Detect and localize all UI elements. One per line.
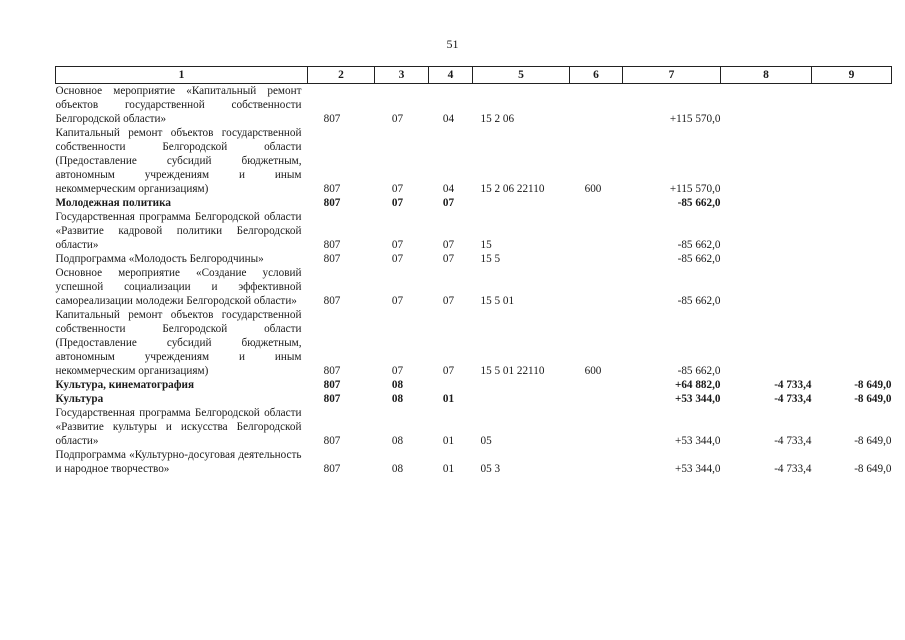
row-section-code: 807: [323, 239, 341, 251]
row-section-code: 807: [323, 435, 341, 447]
row-name: Культура, кинематография: [55, 379, 194, 391]
row-name: Подпрограмма «Культурно-досуговая деятельность и народное творчество»: [55, 449, 302, 475]
row-amount-2: [721, 196, 812, 210]
row-name: Молодежная политика: [55, 197, 171, 209]
row-subdivision-code: 01: [442, 463, 455, 475]
row-expense-type: [570, 378, 623, 392]
row-expense-type: [570, 84, 623, 127]
row-subdivision-code: 04: [442, 113, 455, 125]
row-subdivision-code: 07: [442, 197, 455, 209]
row-division-code: 08: [391, 435, 404, 447]
row-subdivision-code: 01: [442, 393, 455, 405]
row-amount-2: [721, 126, 812, 196]
header-row: [56, 67, 892, 84]
row-subdivision-code: 01: [442, 435, 455, 447]
row-amount-3: [812, 266, 892, 308]
header-col-2: 2: [308, 67, 375, 84]
row-amount-2: [721, 266, 812, 308]
row-section-code: 807: [323, 113, 341, 125]
row-division-code: 08: [391, 379, 404, 391]
row-division-code: 07: [391, 113, 404, 125]
table-row: [56, 406, 892, 448]
row-amount-3: [812, 126, 892, 196]
row-target-article: 05: [480, 435, 492, 447]
row-division-code: 07: [391, 183, 404, 195]
row-amount-3: [812, 84, 892, 127]
header-col-8: 8: [721, 67, 812, 84]
table-row: [56, 126, 892, 196]
row-division-code: 08: [391, 393, 404, 405]
row-target-article: 15 5: [480, 253, 501, 265]
row-subdivision-code: 07: [442, 239, 455, 251]
row-subdivision-code: 07: [442, 295, 455, 307]
row-amount-3: [812, 210, 892, 252]
row-amount-1: +115 570,0: [669, 183, 721, 195]
row-expense-type: [570, 196, 623, 210]
row-name: Основное мероприятие «Капитальный ремонт объектов государственной собственности Белгородской области»: [55, 85, 302, 125]
row-amount-3: [812, 308, 892, 378]
row-subdivision-code: [429, 378, 473, 392]
table-row: [56, 210, 892, 252]
row-target-article: [473, 392, 570, 406]
header-col-4: 4: [429, 67, 473, 84]
row-division-code: 07: [391, 253, 404, 265]
row-amount-1: +53 344,0: [674, 393, 721, 405]
row-name: Подпрограмма «Молодость Белгородчины»: [55, 253, 264, 265]
row-division-code: 07: [391, 295, 404, 307]
table-row: [56, 378, 892, 392]
row-target-article: [473, 196, 570, 210]
row-amount-2: [721, 308, 812, 378]
header-col-5: 5: [473, 67, 570, 84]
row-target-article: 15 5 01: [480, 295, 515, 307]
row-amount-1: -85 662,0: [677, 197, 721, 209]
row-amount-2: [721, 210, 812, 252]
row-division-code: 08: [391, 463, 404, 475]
table-row: [56, 196, 892, 210]
row-amount-2: -4 733,4: [774, 379, 812, 391]
row-amount-1: -85 662,0: [677, 295, 721, 307]
row-amount-2: -4 733,4: [774, 435, 812, 447]
row-amount-1: +64 882,0: [674, 379, 721, 391]
table-row: [56, 308, 892, 378]
row-expense-type: [570, 252, 623, 266]
header-col-6: 6: [570, 67, 623, 84]
row-division-code: 07: [391, 197, 404, 209]
table-body: [56, 84, 892, 477]
row-division-code: 07: [391, 365, 404, 377]
row-target-article: 05 3: [480, 463, 501, 475]
row-subdivision-code: 07: [442, 365, 455, 377]
row-name: Капитальный ремонт объектов государственной собственности Белгородской области (Предоставление субсидий бюджетным, автономным учреждениям и иным некоммерческим организациям): [55, 309, 302, 377]
row-section-code: 807: [323, 379, 341, 391]
row-subdivision-code: 04: [442, 183, 455, 195]
row-target-article: 15 5 01 22110: [480, 365, 545, 377]
row-name: Государственная программа Белгородской области «Развитие кадровой политики Белгородской области»: [55, 211, 302, 251]
row-division-code: 07: [391, 239, 404, 251]
row-amount-3: -8 649,0: [854, 435, 892, 447]
row-name: Основное мероприятие «Создание условий успешной социализации и эффективной самореализации молодежи Белгородской области»: [55, 267, 302, 307]
row-target-article: 15 2 06 22110: [480, 183, 545, 195]
row-name: Культура: [55, 393, 104, 405]
row-amount-2: [721, 84, 812, 127]
budget-table: [55, 66, 892, 476]
row-amount-2: -4 733,4: [774, 463, 812, 475]
row-section-code: 807: [323, 183, 341, 195]
row-amount-3: [812, 252, 892, 266]
row-section-code: 807: [323, 295, 341, 307]
row-section-code: 807: [323, 365, 341, 377]
row-amount-3: -8 649,0: [854, 393, 892, 405]
row-target-article: [473, 378, 570, 392]
header-col-9: 9: [812, 67, 892, 84]
row-target-article: 15 2 06: [480, 113, 515, 125]
row-expense-type: [570, 210, 623, 252]
table-row: [56, 392, 892, 406]
table-row: [56, 252, 892, 266]
header-col-3: 3: [375, 67, 429, 84]
table-row: [56, 448, 892, 476]
row-name: Государственная программа Белгородской области «Развитие культуры и искусства Белгородской области»: [55, 407, 302, 447]
row-expense-type: [570, 392, 623, 406]
row-expense-type: [570, 406, 623, 448]
header-col-1: 1: [56, 67, 308, 84]
row-amount-1: +115 570,0: [669, 113, 721, 125]
row-amount-2: [721, 252, 812, 266]
header-col-7: 7: [623, 67, 721, 84]
row-amount-3: -8 649,0: [854, 379, 892, 391]
row-expense-type: [570, 448, 623, 476]
page-number: 51: [446, 37, 459, 51]
row-expense-type: 600: [584, 183, 602, 195]
row-subdivision-code: 07: [442, 253, 455, 265]
row-amount-2: -4 733,4: [774, 393, 812, 405]
row-amount-1: +53 344,0: [675, 463, 721, 475]
row-amount-3: -8 649,0: [854, 463, 892, 475]
row-target-article: 15: [480, 239, 492, 251]
row-section-code: 807: [323, 463, 341, 475]
row-amount-3: [812, 196, 892, 210]
row-section-code: 807: [323, 393, 341, 405]
row-section-code: 807: [323, 253, 341, 265]
row-expense-type: 600: [584, 365, 602, 377]
table-row: [56, 84, 892, 127]
row-amount-1: -85 662,0: [677, 365, 721, 377]
row-section-code: 807: [323, 197, 341, 209]
row-expense-type: [570, 266, 623, 308]
row-amount-1: -85 662,0: [677, 253, 721, 265]
table-row: [56, 266, 892, 308]
row-amount-1: +53 344,0: [675, 435, 721, 447]
row-name: Капитальный ремонт объектов государственной собственности Белгородской области (Предоставление субсидий бюджетным, автономным учреждениям и иным некоммерческим организациям): [55, 127, 302, 195]
row-amount-1: -85 662,0: [677, 239, 721, 251]
